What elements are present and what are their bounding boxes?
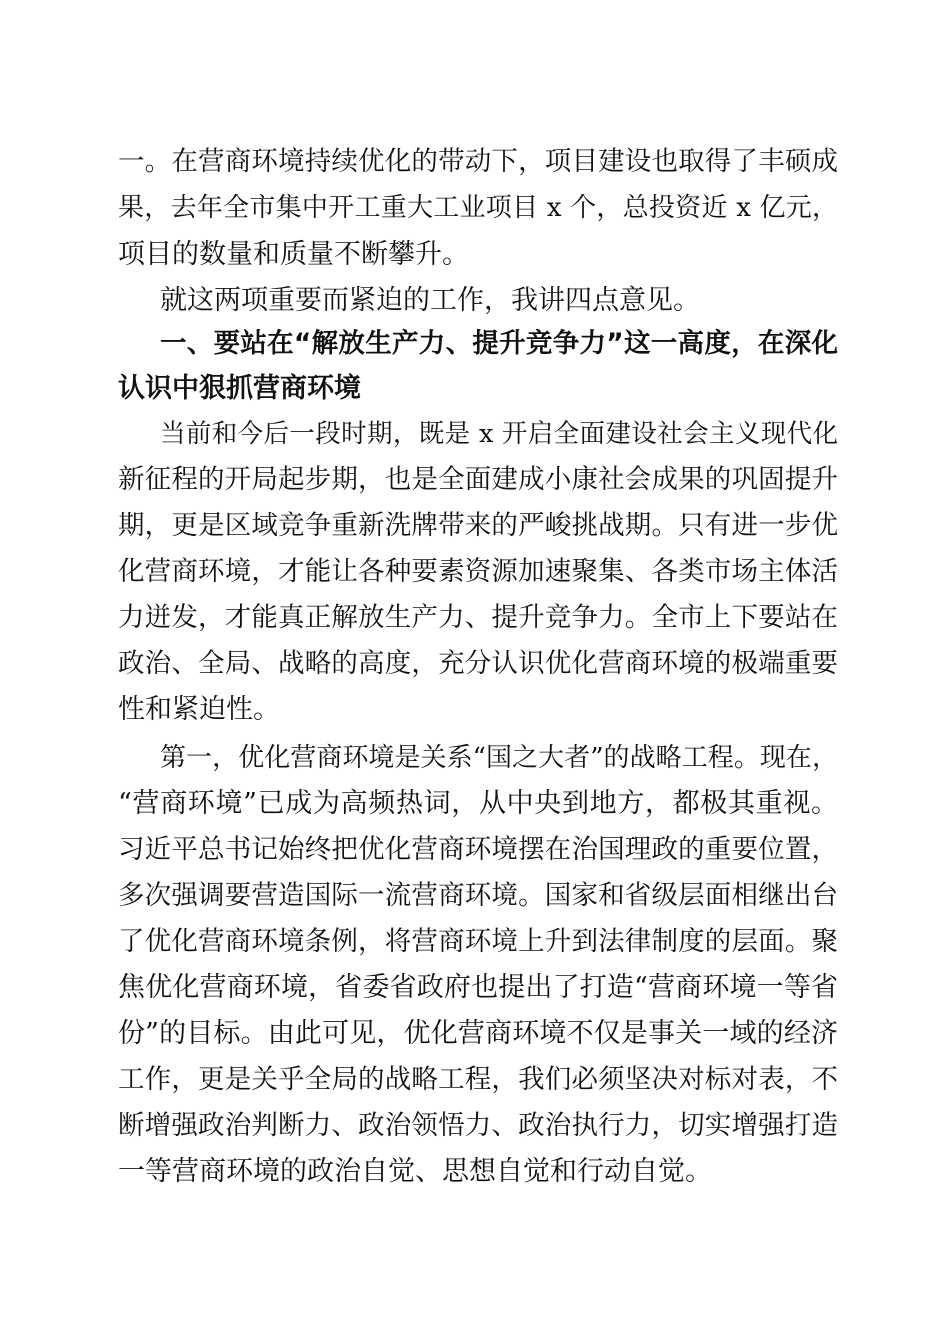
paragraph-1-line-7: 性和紧迫性。 (118, 694, 280, 725)
paragraph-1-line-4: 化营商环境，才能让各种要素资源加速聚集、各类市场主体活 (118, 556, 838, 587)
intro-line-1: 一。在营商环境持续优化的带动下，项目建设也取得了丰硕成 (118, 146, 838, 177)
paragraph-2-line-2: “营商环境”已成为高频热词，从中央到地方，都极其重视。 (118, 788, 838, 819)
paragraph-2-line-8: 工作，更是关乎全局的战略工程，我们必须坚决对标对表，不 (118, 1064, 838, 1095)
paragraph-2-line-1: 第一，优化营商环境是关系“国之大者”的战略工程。现在， (160, 743, 838, 773)
paragraph-1-line-5: 力迸发，才能真正解放生产力、提升竞争力。全市上下要站在 (118, 602, 838, 633)
paragraph-2-line-9: 断增强政治判断力、政治领悟力、政治执行力，切实增强打造 (118, 1110, 838, 1141)
paragraph-2-line-6: 焦优化营商环境，省委省政府也提出了打造“营商环境一等省 (118, 972, 838, 1003)
paragraph-2-line-7: 份”的目标。由此可见，优化营商环境不仅是事关一域的经济 (118, 1018, 838, 1049)
intro-line-2: 果，去年全市集中开工重大工业项目 x 个，总投资近 x 亿元， (118, 193, 838, 223)
intro-line-3: 项目的数量和质量不断攀升。 (118, 239, 469, 270)
paragraph-2-line-4: 多次强调要营造国际一流营商环境。国家和省级层面相继出台 (118, 880, 838, 911)
section-heading-line-1: 一、要站在“解放生产力、提升竞争力”这一高度，在深化 (160, 328, 838, 359)
paragraph-2-line-5: 了优化营商环境条例，将营商环境上升到法律制度的层面。聚 (118, 926, 838, 957)
transition-text: 就这两项重要而紧迫的工作，我讲四点意见。 (160, 285, 700, 316)
section-heading-line-2: 认识中狠抓营商环境 (118, 373, 361, 404)
paragraph-1-line-3: 期，更是区域竞争重新洗牌带来的严峻挑战期。只有进一步优 (118, 510, 838, 541)
paragraph-1-line-6: 政治、全局、战略的高度，充分认识优化营商环境的极端重要 (118, 648, 838, 679)
paragraph-2-line-3: 习近平总书记始终把优化营商环境摆在治国理政的重要位置， (118, 834, 838, 865)
paragraph-2-line-10: 一等营商环境的政治自觉、思想自觉和行动自觉。 (118, 1156, 712, 1187)
paragraph-1-line-2: 新征程的开局起步期，也是全面建成小康社会成果的巩固提升 (118, 464, 838, 495)
paragraph-1-line-1: 当前和今后一段时期，既是 x 开启全面建设社会主义现代化 (160, 419, 838, 449)
